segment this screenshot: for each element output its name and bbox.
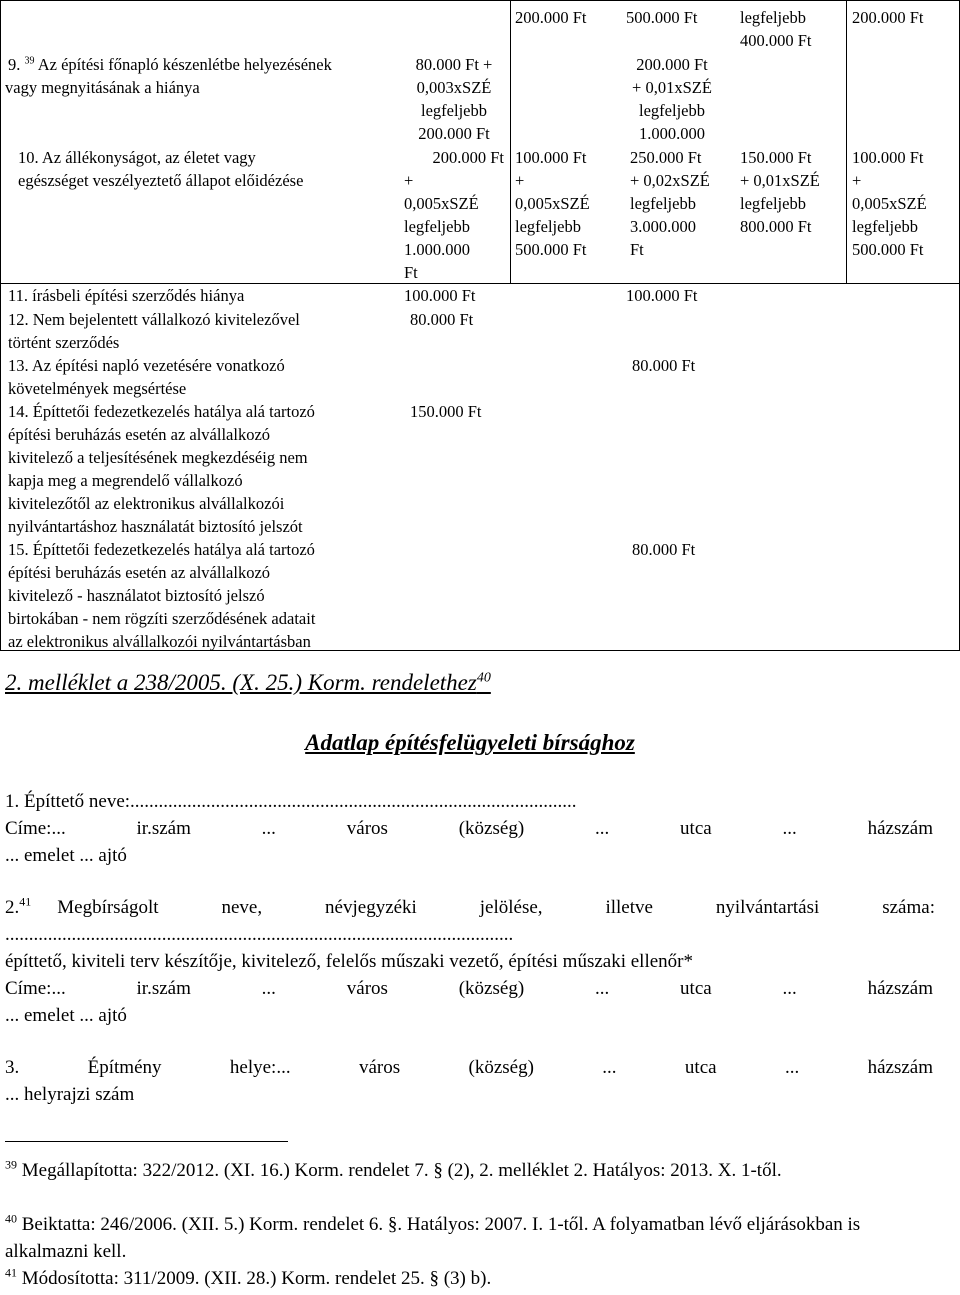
- col-divider: [846, 0, 847, 283]
- form-line-floor-2: ... emelet ... ajtó: [5, 1005, 127, 1026]
- top-c4: 200.000 Ft: [515, 8, 587, 27]
- annex-heading: 2. melléklet a 238/2005. (X. 25.) Korm. rendelethez$^{40}$: [5, 670, 491, 695]
- footnote-ref-41[interactable]: 41: [19, 894, 32, 909]
- footnote-40: $^{40}$ Beiktatta: 246/2006. (XII. 5.) Korm. rendelet 6. §. Hatályos: 2007. I. 1-től. A folyamatban lévő eljárásokban is alkalmazni kell.: [5, 1211, 861, 1262]
- top-c7b: 400.000 Ft: [740, 31, 812, 50]
- row11-c5: 100.000 Ft: [626, 286, 698, 305]
- fined-party-word: illetve: [605, 897, 653, 918]
- top-c8: 200.000 Ft: [852, 8, 924, 27]
- row12-label: 12. Nem bejelentett vállalkozó kivitelezővel: [8, 310, 300, 329]
- row15-label: 15. Építtetői fedezetkezelés hatálya alá tartozó építési beruházás esetén az alvállalkozó kivitelező - használatot biztosító jelszó birtokában - nem rögzíti szerződésének adatait az elektronikus alvállalkozói nyilvántartásban: [8, 540, 316, 651]
- col-divider: [510, 0, 511, 283]
- row14-c2: 150.000 Ft: [410, 402, 482, 421]
- row14-label: 14. Építtetői fedezetkezelés hatálya alá tartozó építési beruházás esetén az alvállalkozó kivitelező a teljesítésének megkezdéséig nem kapja meg a megrendelő vállalkozó kivitelezőtől az elektronikus alvállalkozói nyilvántartáshoz használatát biztosító jelszót: [8, 402, 315, 536]
- form-line-parcel: ... helyrajzi szám: [5, 1084, 135, 1105]
- row9-label: 9. $^{39}$ Az építési főnapló készenlétbe helyezésének: [8, 55, 332, 74]
- row10-c4: 100.000 Ft + 0,005xSZÉ legfeljebb 500.000 Ft: [515, 148, 590, 259]
- fined-party-word: jelölése,: [479, 897, 543, 918]
- form-line-roles: építtető, kiviteli terv készítője, kivitelező, felelős műszaki vezető, építési műszaki ellenőr*: [5, 951, 693, 972]
- form-line-floor: ... emelet ... ajtó: [5, 845, 127, 866]
- row10-c7: 150.000 Ft + 0,01xSZÉ legfeljebb 800.000 Ft: [740, 148, 820, 236]
- form-line-building-location: 3. Építmény helye:... város (község) ... utca ... házszám: [5, 1057, 933, 1078]
- fined-party-word: száma:: [882, 897, 935, 918]
- row12-label-2: történt szerződés: [8, 333, 120, 352]
- table-border-top: [0, 0, 960, 1]
- table-border-left: [0, 0, 1, 651]
- row10-c2: 200.000 Ft + 0,005xSZÉ legfeljebb 1.000.000 Ft: [404, 148, 504, 282]
- footnote-separator: [5, 1141, 288, 1142]
- row10-c8: 100.000 Ft + 0,005xSZÉ legfeljebb 500.000 Ft: [852, 148, 927, 259]
- footnote-39: $^{39}$ Megállapította: 322/2012. (XI. 16.) Korm. rendelet 7. § (2), 2. melléklet 2. Hatályos: 2013. X. 1-től.: [5, 1157, 782, 1181]
- row12-c2: 80.000 Ft: [410, 310, 474, 329]
- fined-party-text: [57, 894, 935, 921]
- form-line-address: Címe:... ir.szám ... város (község) ... utca ... házszám: [5, 818, 933, 839]
- row13-c5: 80.000 Ft: [632, 356, 696, 375]
- row13-label: 13. Az építési napló vezetésére vonatkozó: [8, 356, 285, 375]
- row9-c2: 80.000 Ft + 0,003xSZÉ legfeljebb 200.000 Ft: [415, 55, 493, 143]
- row13-label-2: követelmények megsértése: [8, 379, 187, 398]
- top-c5: 500.000 Ft: [626, 8, 698, 27]
- row10-label: 10. Az állékonyságot, az életet vagy: [18, 148, 256, 167]
- fined-party-word: neve,: [221, 897, 263, 918]
- row10-label-2: egészséget veszélyeztető állapot előidézése: [18, 171, 304, 190]
- top-c7a: legfeljebb: [740, 8, 806, 27]
- row9-c5: 200.000 Ft + 0,01xSZÉ legfeljebb 1.000.000: [632, 55, 712, 143]
- row9-label-2: vagy megnyitásának a hiánya: [5, 78, 200, 97]
- row11-label: 11. írásbeli építési szerződés hiánya: [8, 286, 245, 305]
- fined-party-word: nyilvántartási: [715, 897, 820, 918]
- fined-party-word: névjegyzéki: [325, 897, 417, 918]
- footnote-ref-40[interactable]: 40: [476, 670, 491, 686]
- document-title: Adatlap építésfelügyeleti bírsághoz: [305, 730, 635, 755]
- form-line-fined-party: 2.41 Megbírságolt neve, névjegyzéki jelölése, illetve nyilvántartási száma:: [5, 894, 935, 921]
- row10-c5: 250.000 Ft + 0,02xSZÉ legfeljebb 3.000.000 Ft: [630, 148, 710, 259]
- fined-party-word: Megbírságolt: [57, 897, 159, 918]
- footnote-41: $^{41}$ Módosította: 311/2009. (XII. 28.) Korm. rendelet 25. § (3) b).: [5, 1265, 492, 1289]
- form-line-address-2: Címe:... ir.szám ... város (község) ... utca ... házszám: [5, 978, 933, 999]
- form-line-dots: ...........................................................................................................: [5, 924, 514, 945]
- form-line-builder-name: 1. Építtető neve:..............................................................................................: [5, 791, 577, 812]
- row15-c5: 80.000 Ft: [632, 540, 696, 559]
- row11-c3: 100.000 Ft: [404, 286, 476, 305]
